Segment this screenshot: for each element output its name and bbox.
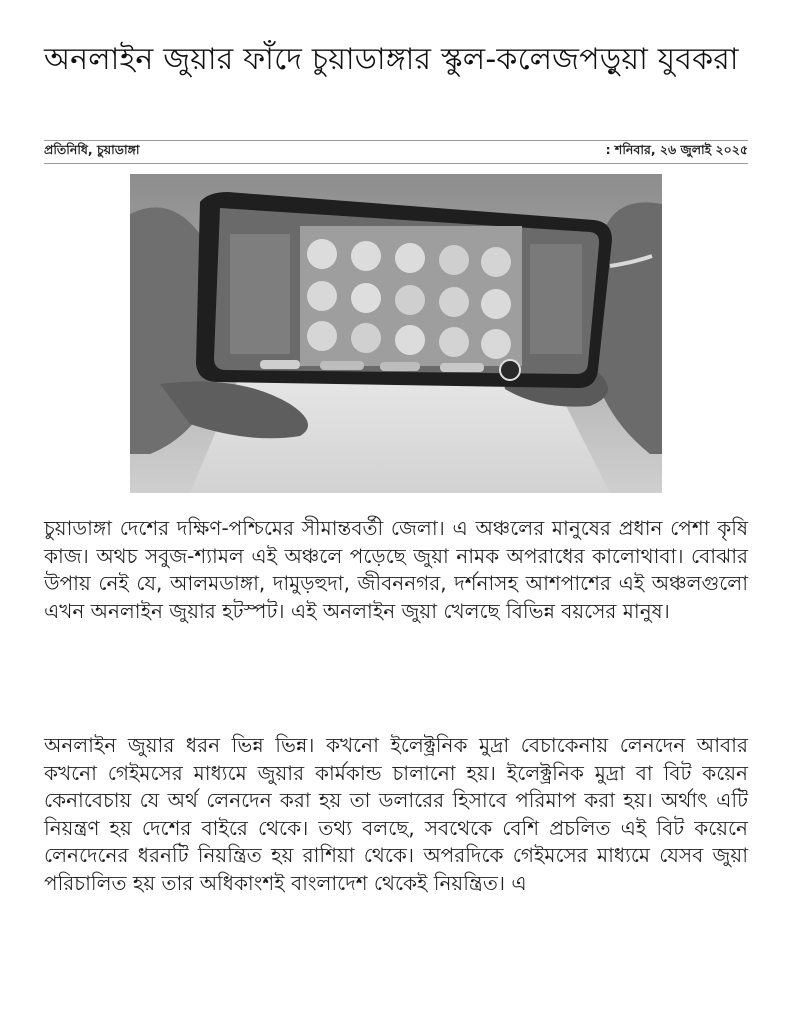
smartphone [196,192,612,388]
article-paragraph-1: চুয়াডাঙ্গা দেশের দক্ষিণ-পশ্চিমের সীমান্তবর্তী জেলা। এ অঞ্চলের মানুষের প্রধান পেশা কৃষি কাজ। অথচ সবুজ-শ্যামল এই অঞ্চলে পড়েছে জুয়া নামক অপরাধের কালোথাবা। বোঝার উপায় নেই যে, আলমডাঙ্গা, দামুড়হুদা, জীবননগর, দর্শনাসহ আশপাশের এই অঞ্চলগুলো এখন অনলাইন জুয়ার হটস্পট। এই অনলাইন জুয়া খেলছে বিভিন্ন বয়সের মানুষ। [44,516,748,623]
game-side-art-left [230,234,290,354]
article-headline: অনলাইন জুয়ার ফাঁদে চুয়াডাঙ্গার স্কুল-কলেজপড়ুয়া যুবকরা [44,42,739,77]
game-win-box [440,363,484,372]
slot-game-reels [300,226,522,366]
phone-photo-illustration [130,174,662,493]
game-side-art-right [530,244,582,354]
game-spin-button [500,360,520,380]
article-paragraph-2: অনলাইন জুয়ার ধরন ভিন্ন ভিন্ন। কখনো ইলেক্ট্রনিক মুদ্রা বেচাকেনায় লেনদেন আবার কখনো গেইমসের মাধ্যমে জুয়ার কার্মকান্ড চালানো হয়। ইলেক্ট্রনিক মুদ্রা বা বিট কয়েন কেনাবেচায় যে অর্থ লেনদেন করা হয় তা ডলারের হিসাবে পরিমাপ করা হয়। অর্থাৎ এটি নিয়ন্ত্রণ হয় দেশের বাইরে থেকে। তথ্য বলছে, সবথেকে বেশি প্রচলিত এই বিট কয়েনে লেনদেনের ধরনটি নিয়ন্ত্রিত হয় রাশিয়া থেকে। অপরদিকে গেইমসের মাধ্যমে যেসব জুয়া পরিচালিত হয় তার অধিকাংশই বাংলাদেশ থেকেই নিয়ন্ত্রিত। এ [44,733,748,895]
article-photo [130,174,662,493]
game-bet-button [260,360,300,369]
publish-date: : শনিবার, ২৬ জুলাই ২০২৫ [605,142,748,157]
byline-author: প্রতিনিধি, চুয়াডাঙ্গা [44,142,140,157]
game-balance-box [320,361,364,370]
game-bet-box [380,362,420,371]
article [44,0,748,895]
byline-bar [44,140,748,164]
